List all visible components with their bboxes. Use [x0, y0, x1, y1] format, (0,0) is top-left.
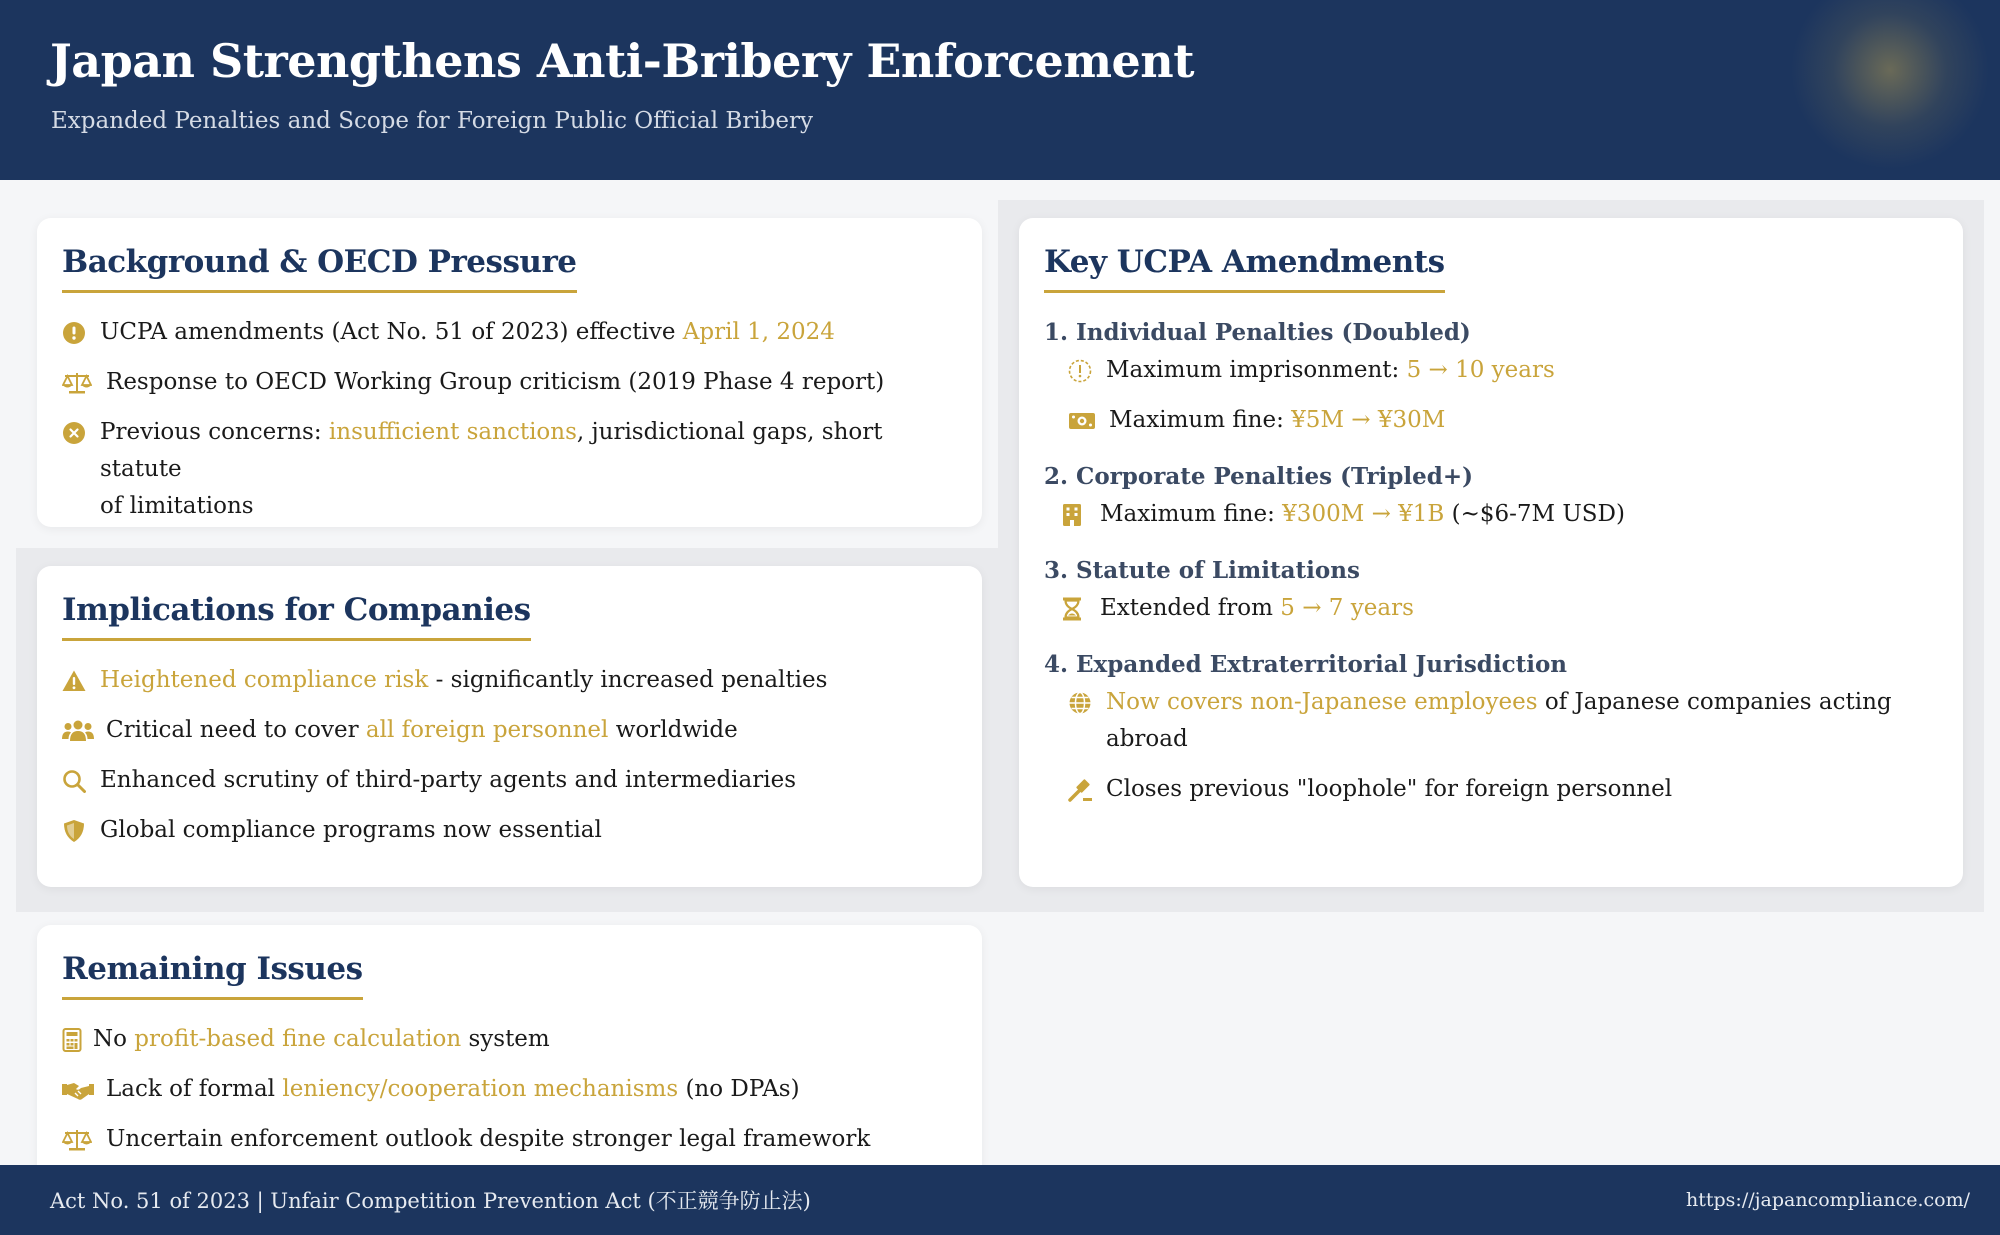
globe-icon: [1068, 691, 1092, 715]
highlight-text: 5 → 10 years: [1406, 357, 1555, 383]
building-icon: [1062, 503, 1082, 527]
remaining-title: Remaining Issues: [62, 951, 363, 1000]
page-subtitle: Expanded Penalties and Scope for Foreign Public Official Bribery: [51, 108, 814, 134]
highlight-text: insufficient sanctions: [328, 419, 577, 445]
x-circle-icon: [62, 421, 86, 445]
handshake-icon: [62, 1078, 94, 1102]
header-glow: [1790, 0, 1990, 170]
header-banner: [0, 0, 2000, 180]
highlight-text: Now covers non-Japanese employees: [1106, 689, 1538, 715]
amendments-card: Key UCPA Amendments 1. Individual Penalties (Doubled) Maximum imprisonment: 5 → 10 years Maximum fine: ¥5M → ¥30M 2. Corporate Penalties (Tripled+) Maximum fine: ¥300M → ¥1B (~$6-7M USD) 3. Statute of Limitations Extended from 5 → 7 years 4. Expanded Extraterritorial Jurisdiction Now covers non-Japanese employees of Japanese companies acting abroad Closes previous "loophole" for foreign personnel: [1019, 218, 1963, 887]
highlight-text: 5 → 7 years: [1280, 595, 1414, 621]
implications-card: Implications for Companies Heightened compliance risk - significantly increased penalties Critical need to cover all foreign personnel worldwide Enhanced scrutiny of third-party agents and intermediaries Global compliance programs now essential: [37, 566, 982, 887]
highlight-text: ¥300M → ¥1B: [1282, 501, 1445, 527]
exclamation-circle-outline-icon: [1068, 359, 1092, 383]
section-heading: 3. Statute of Limitations: [1044, 557, 1360, 584]
highlight-text: Heightened compliance risk: [100, 667, 429, 693]
page-title: Japan Strengthens Anti-Bribery Enforcement: [50, 34, 1194, 88]
remaining-card: Remaining Issues No profit-based fine calculation system Lack of formal leniency/cooperation mechanisms (no DPAs) Uncertain enforcement outlook despite stronger legal framework: [37, 925, 982, 1185]
amendments-title: Key UCPA Amendments: [1044, 244, 1445, 293]
footer-url[interactable]: https://japancompliance.com/: [1686, 1189, 1970, 1211]
highlight-text: ¥5M → ¥30M: [1291, 407, 1446, 433]
highlight-text: all foreign personnel: [365, 717, 609, 743]
section-heading: 2. Corporate Penalties (Tripled+): [1044, 463, 1473, 490]
background-card: Background & OECD Pressure UCPA amendments (Act No. 51 of 2023) effective April 1, 2024 Response to OECD Working Group criticism (2019 Phase 4 report) Previous concerns: insufficient sanctions, jurisdictional gaps, short statute of limitations: [37, 218, 982, 527]
users-icon: [62, 719, 94, 743]
calculator-icon: [62, 1028, 82, 1052]
balance-scale-icon: [62, 371, 92, 395]
implications-title: Implications for Companies: [62, 592, 531, 641]
section-heading: 1. Individual Penalties (Doubled): [1044, 319, 1471, 346]
gavel-icon: [1068, 778, 1092, 802]
shield-icon: [62, 819, 86, 843]
money-bill-icon: [1068, 409, 1096, 433]
balance-scale-icon: [62, 1128, 92, 1152]
warning-icon: [62, 669, 86, 693]
exclamation-circle-icon: [62, 321, 86, 345]
footer-citation: Act No. 51 of 2023 | Unfair Competition Prevention Act (不正競争防止法): [50, 1189, 811, 1213]
search-icon: [62, 769, 86, 793]
section-heading: 4. Expanded Extraterritorial Jurisdiction: [1044, 651, 1568, 678]
background-title: Background & OECD Pressure: [62, 244, 577, 293]
highlight-text: April 1, 2024: [682, 319, 835, 345]
footer-bar: [0, 1165, 2000, 1235]
hourglass-icon: [1062, 597, 1082, 621]
highlight-text: profit-based fine calculation: [134, 1026, 462, 1052]
highlight-text: leniency/cooperation mechanisms: [282, 1076, 679, 1102]
